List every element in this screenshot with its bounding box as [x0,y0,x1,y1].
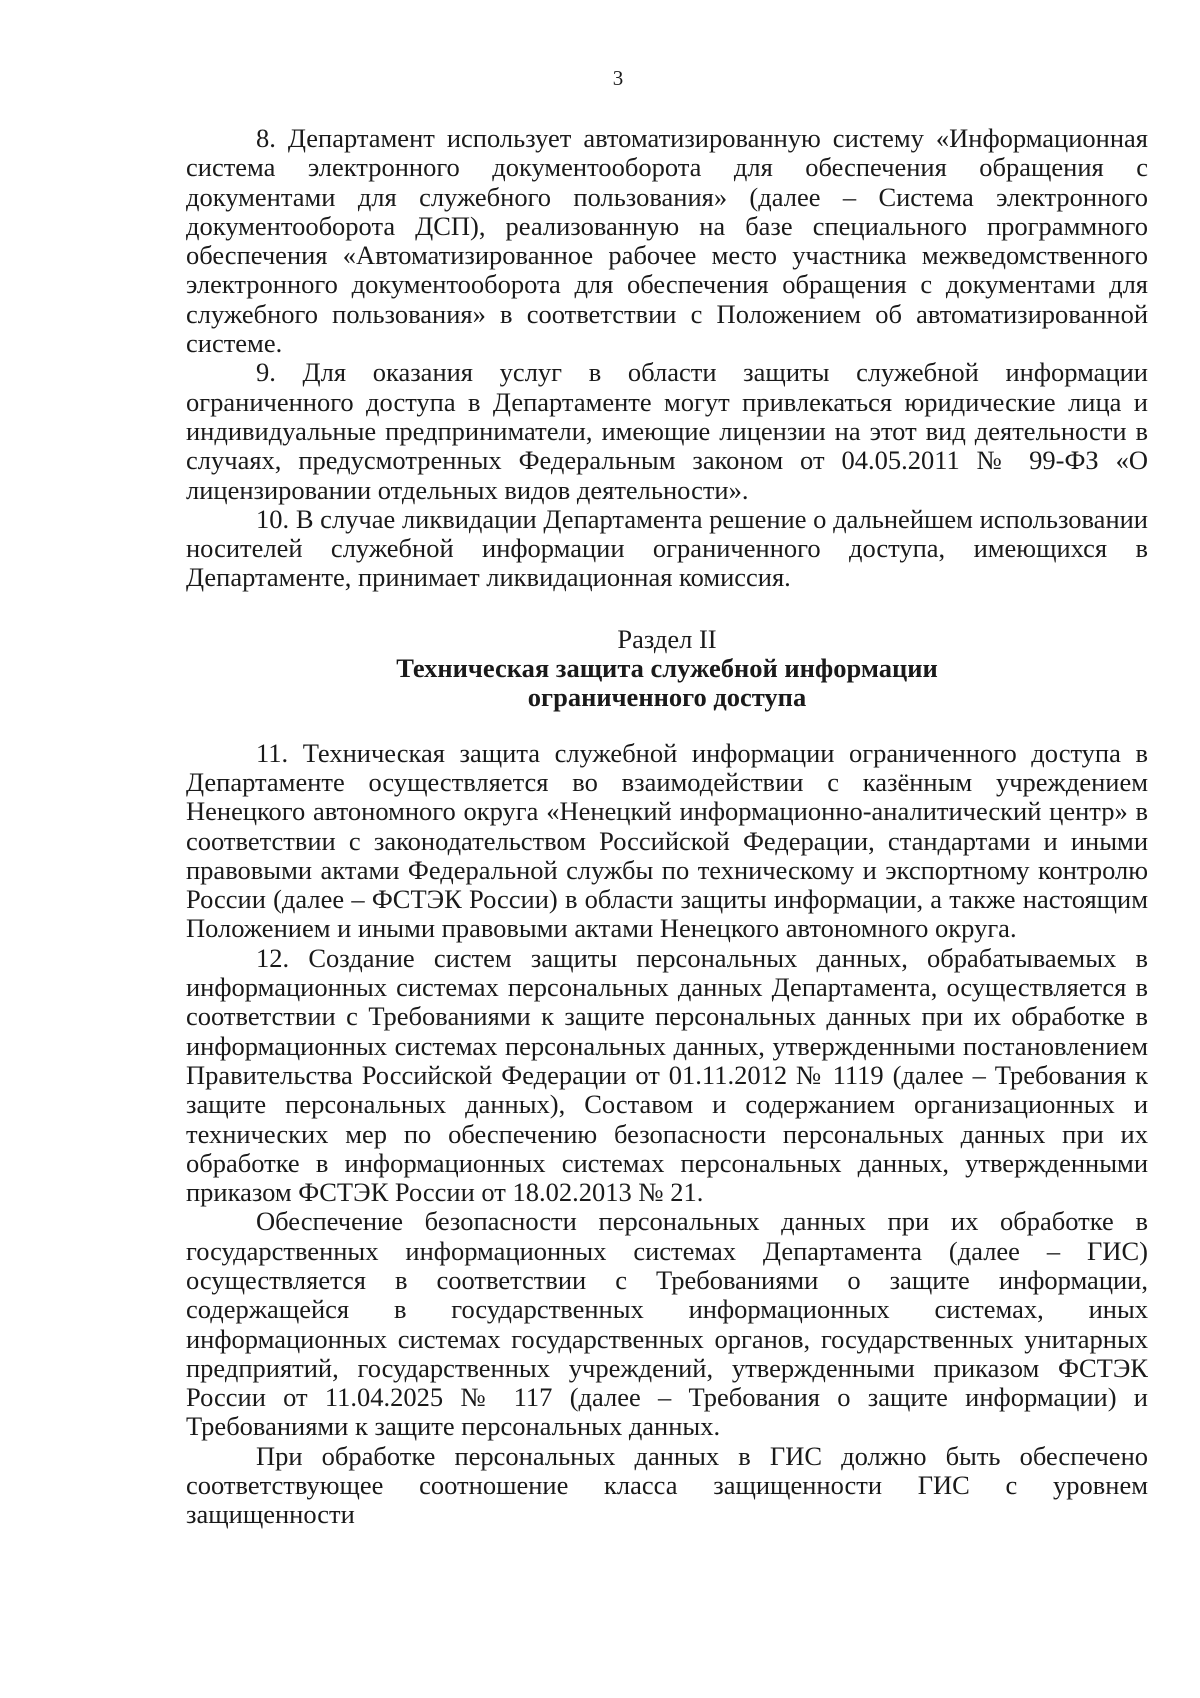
paragraph-8: 8. Департамент использует автоматизированную систему «Информационная система электронного документооборота для обеспечения обращения с документами для служебного пользования» (далее – Система электронного документооборота ДСП), реализованную на базе специального программного обеспечения «Автоматизированное рабочее место участника межведомственного электронного документооборота для обеспечения обращения с документами для служебного пользования» в соответствии с Положением об автоматизированной системе. [186,123,1148,359]
paragraph-11: 11. Техническая защита служебной информации ограниченного доступа в Департаменте осуществляется во взаимодействии с казённым учреждением Ненецкого автономного округа «Ненецкий информационно-аналитический центр» в соответствии с законодательством Российской Федерации, стандартами и иными правовыми актами Федеральной службы по техническому и экспортному контролю России (далее – ФСТЭК России) в области защиты информации, а также настоящим Положением и иными правовыми актами Ненецкого автономного округа. [186,737,1148,944]
paragraph-12: 12. Создание систем защиты персональных данных, обрабатываемых в информационных системах персональных данных Департамента, осуществляется в соответствии с Требованиями к защите персональных данных при их обработке в информационных системах персональных данных, утвержденными постановлением Правительства Российской Федерации от 01.11.2012 № 1119 (далее – Требования к защите персональных данных), Составом и содержанием организационных и технических мер по обеспечению безопасности персональных данных при их обработке в информационных системах персональных данных, утвержденными приказом ФСТЭК России от 18.02.2013 № 21. [186,942,1148,1208]
paragraph-12-final: При обработке персональных данных в ГИС должно быть обеспечено соответствующее соотношение класса защищенности ГИС с уровнем защищенности [186,1440,1148,1530]
document-body [186,124,1148,1530]
paragraph-12-continued: Обеспечение безопасности персональных данных при их обработке в государственных информационных системах Департамента (далее – ГИС) осуществляется в соответствии с Требованиями о защите информации, содержащейся в государственных информационных системах, иных информационных системах государственных органов, государственных унитарных предприятий, государственных учреждений, утвержденными приказом ФСТЭК России от 11.04.2025 № 117 (далее – Требования о защите информации) и Требованиями к защите персональных данных. [186,1206,1148,1442]
section-number: Раздел II [617,623,717,654]
section-heading [186,625,1148,713]
section-title: Техническая защита служебной информации ограниченного доступа [396,653,938,713]
page-number: 3 [612,66,624,90]
paragraph-10: 10. В случае ликвидации Департамента решение о дальнейшем использовании носителей служебной информации ограниченного доступа, имеющихся в Департаменте, принимает ликвидационная комиссия. [186,503,1148,593]
paragraph-9: 9. Для оказания услуг в области защиты служебной информации ограниченного доступа в Департаменте могут привлекаться юридические лица и индивидуальные предприниматели, имеющие лицензии на этот вид деятельности в случаях, предусмотренных Федеральным законом от 04.05.2011 № 99-ФЗ «О лицензировании отдельных видов деятельности». [186,357,1148,505]
